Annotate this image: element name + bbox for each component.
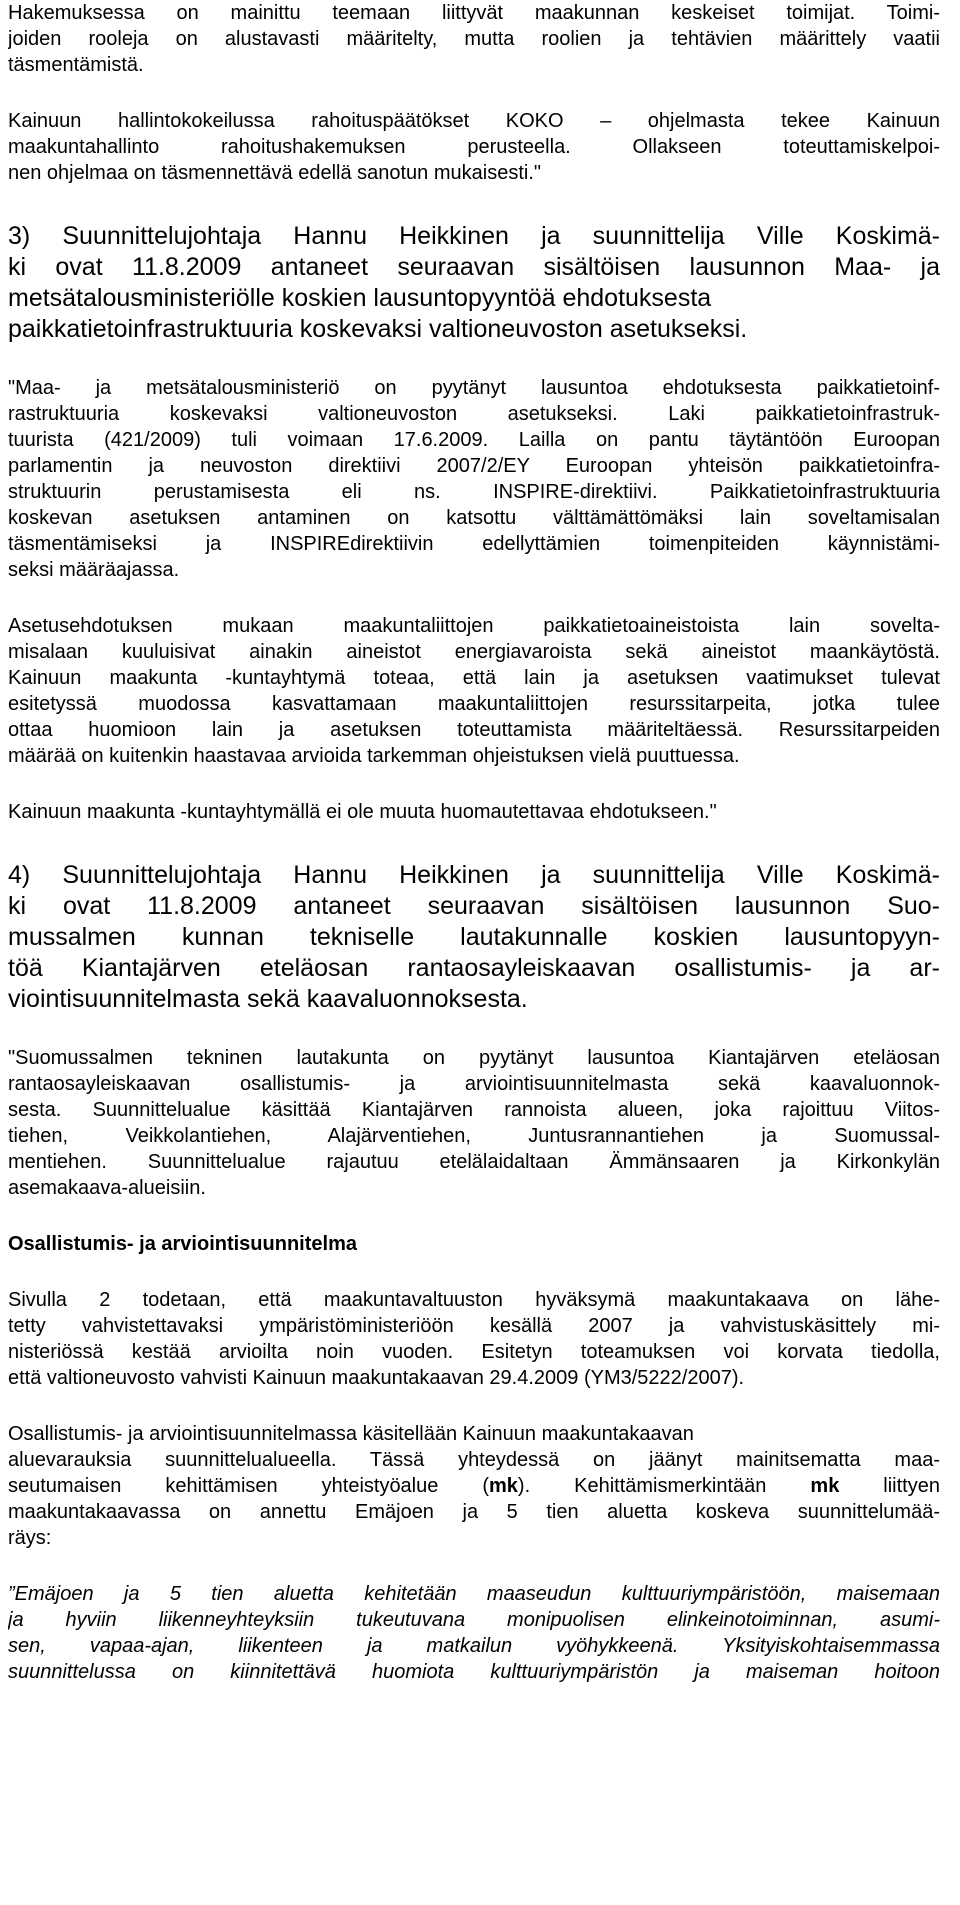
text-line: täsmentämistä. <box>8 54 144 76</box>
item4-paragraph-3 <box>8 1421 940 1551</box>
text-line: sesta. Suunnittelualue käsittää Kiantajärven rannoista alueen, joka rajoittuu Viitos- <box>8 1099 940 1121</box>
text-line: räys: <box>8 1527 52 1549</box>
text-line: "Maa- ja metsätalousministeriö on pyytänyt lausuntoa ehdotuksesta paikkatietoinf- <box>8 377 940 399</box>
item4-heading <box>8 860 940 1015</box>
item3-paragraph-3 <box>8 799 940 825</box>
section-subheading <box>8 1231 940 1257</box>
text-line: rastruktuuria koskevaksi valtioneuvoston asetukseksi. Laki paikkatietoinfrastruk- <box>8 403 940 425</box>
plan-regulation-quote <box>8 1581 940 1685</box>
text-line: että valtioneuvosto vahvisti Kainuun maakuntakaavan 29.4.2009 (YM3/5222/2007). <box>8 1367 745 1389</box>
text-line: maakuntahallinto rahoitushakemuksen perusteella. Ollakseen toteuttamiskelpoi- <box>8 136 940 158</box>
text-line: määrää on kuitenkin haastavaa arvioida tarkemman ohjeistuksen vielä puuttuessa. <box>8 745 740 767</box>
text-line: asemakaava-alueisiin. <box>8 1177 206 1199</box>
text-line: "Suomussalmen tekninen lautakunta on pyytänyt lausuntoa Kiantajärven eteläosan <box>8 1047 940 1069</box>
text-line: metsätalousministeriölle koskien lausuntopyyntöä ehdotuksesta <box>8 284 712 312</box>
text-line: struktuurin perustamisesta eli ns. INSPIRE-direktiivi. Paikkatietoinfrastruktuuria <box>8 481 940 503</box>
text-line: rantaosayleiskaavan osallistumis- ja arviointisuunnitelmasta sekä kaavaluonnok- <box>8 1073 940 1095</box>
text-line: Osallistumis- ja arviointisuunnitelmassa käsitellään Kainuun maakuntakaavan <box>8 1423 694 1445</box>
text-line: suunnittelussa on kiinnitettävä huomiota kulttuuriympäristön ja maiseman hoitoon <box>8 1661 940 1683</box>
text-line: ki ovat 11.8.2009 antaneet seuraavan sisältöisen lausunnon Maa- ja <box>8 253 940 281</box>
text-line <box>8 1473 940 1499</box>
text-line: aluevarauksia suunnittelualueella. Tässä yhteydessä on jäänyt mainitsematta maa- <box>8 1449 940 1471</box>
text-line: tetty vahvistettavaksi ympäristöministeriöön kesällä 2007 ja vahvistuskäsittely mi- <box>8 1315 940 1337</box>
text-line: ki ovat 11.8.2009 antaneet seuraavan sisältöisen lausunnon Suo- <box>8 892 940 920</box>
text-line: tuurista (421/2009) tuli voimaan 17.6.2009. Lailla on pantu täytäntöön Euroopan <box>8 429 940 451</box>
text-line: maakuntakaavassa on annettu Emäjoen ja 5 tien aluetta koskeva suunnittelumää- <box>8 1501 940 1523</box>
text-span: ). Kehittämismerkintään <box>517 1475 811 1497</box>
text-line: ottaa huomioon lain ja asetuksen toteuttamista määriteltäessä. Resurssitarpeiden <box>8 719 940 741</box>
text-line: Kainuun maakunta -kuntayhtymä toteaa, että lain ja asetuksen vaatimukset tulevat <box>8 667 940 689</box>
text-span: liittyen <box>839 1475 940 1497</box>
text-line: Kainuun maakunta -kuntayhtymällä ei ole muuta huomautettavaa ehdotukseen." <box>8 801 717 823</box>
text-span: seutumaisen kehittämisen yhteistyöalue ( <box>8 1475 490 1497</box>
text-line: Osallistumis- ja arviointisuunnitelma <box>8 1233 357 1255</box>
text-line: 4) Suunnittelujohtaja Hannu Heikkinen ja suunnittelija Ville Koskimä- <box>8 861 940 889</box>
text-line: Kainuun hallintokokeilussa rahoituspäätökset KOKO – ohjelmasta tekee Kainuun <box>8 110 940 132</box>
document-page <box>8 0 940 1685</box>
text-line: nisteriössä kestää arvioilta noin vuoden. Esitetyn toteamuksen voi korvata tiedolla, <box>8 1341 940 1363</box>
text-line: viointisuunnitelmasta sekä kaavaluonnoksesta. <box>8 985 528 1013</box>
item4-paragraph-2 <box>8 1287 940 1391</box>
text-line: esitetyssä muodossa kasvattamaan maakuntaliittojen resurssitarpeita, jotka tulee <box>8 693 940 715</box>
item3-paragraph-2 <box>8 613 940 769</box>
text-line: sen, vapaa-ajan, liikenteen ja matkailun vyöhykkeenä. Yksityiskohtaisemmassa <box>8 1635 940 1657</box>
item3-heading <box>8 221 940 345</box>
bold-term-mk: mk <box>810 1475 840 1497</box>
text-line: seksi määräajassa. <box>8 559 180 581</box>
text-line: parlamentin ja neuvoston direktiivi 2007/2/EY Euroopan yhteisön paikkatietoinfra- <box>8 455 940 477</box>
text-line: 3) Suunnittelujohtaja Hannu Heikkinen ja suunnittelija Ville Koskimä- <box>8 222 940 250</box>
text-line: misalaan kuuluisivat ainakin aineistot energiavaroista sekä aineistot maankäytöstä. <box>8 641 940 663</box>
text-line: Sivulla 2 todetaan, että maakuntavaltuuston hyväksymä maakuntakaava on lähe- <box>8 1289 940 1311</box>
item3-paragraph-1 <box>8 375 940 583</box>
text-line: Asetusehdotuksen mukaan maakuntaliittojen paikkatietoaineistoista lain sovelta- <box>8 615 940 637</box>
text-line: täsmentämiseksi ja INSPIREdirektiivin edellyttämien toimenpiteiden käynnistämi- <box>8 533 940 555</box>
koko-paragraph <box>8 108 940 186</box>
text-line: mentiehen. Suunnittelualue rajautuu etelälaidaltaan Ämmänsaaren ja Kirkonkylän <box>8 1151 940 1173</box>
text-line: nen ohjelmaa on täsmennettävä edellä sanotun mukaisesti." <box>8 162 541 184</box>
bold-term-mk: mk <box>489 1475 518 1497</box>
text-line: mussalmen kunnan tekniselle lautakunnalle koskien lausuntopyyn- <box>8 923 940 951</box>
text-line: tiehen, Veikkolantiehen, Alajärventiehen, Juntusrannantiehen ja Suomussal- <box>8 1125 940 1147</box>
text-line: ja hyviin liikenneyhteyksiin tukeutuvana monipuolisen elinkeinotoiminnan, asumi- <box>8 1609 940 1631</box>
text-line: paikkatietoinfrastruktuuria koskevaksi valtioneuvoston asetukseksi. <box>8 315 748 343</box>
text-line: Hakemuksessa on mainittu teemaan liittyvät maakunnan keskeiset toimijat. Toimi- <box>8 2 940 24</box>
text-line: töä Kiantajärven eteläosan rantaosayleiskaavan osallistumis- ja ar- <box>8 954 940 982</box>
item4-paragraph-1 <box>8 1045 940 1201</box>
text-line: ”Emäjoen ja 5 tien aluetta kehitetään maaseudun kulttuuriympäristöön, maisemaan <box>8 1583 940 1605</box>
text-line: joiden rooleja on alustavasti määritelty, mutta roolien ja tehtävien määrittely vaatii <box>8 28 940 50</box>
intro-paragraph <box>8 0 940 78</box>
text-line: koskevan asetuksen antaminen on katsottu välttämättömäksi lain soveltamisalan <box>8 507 940 529</box>
